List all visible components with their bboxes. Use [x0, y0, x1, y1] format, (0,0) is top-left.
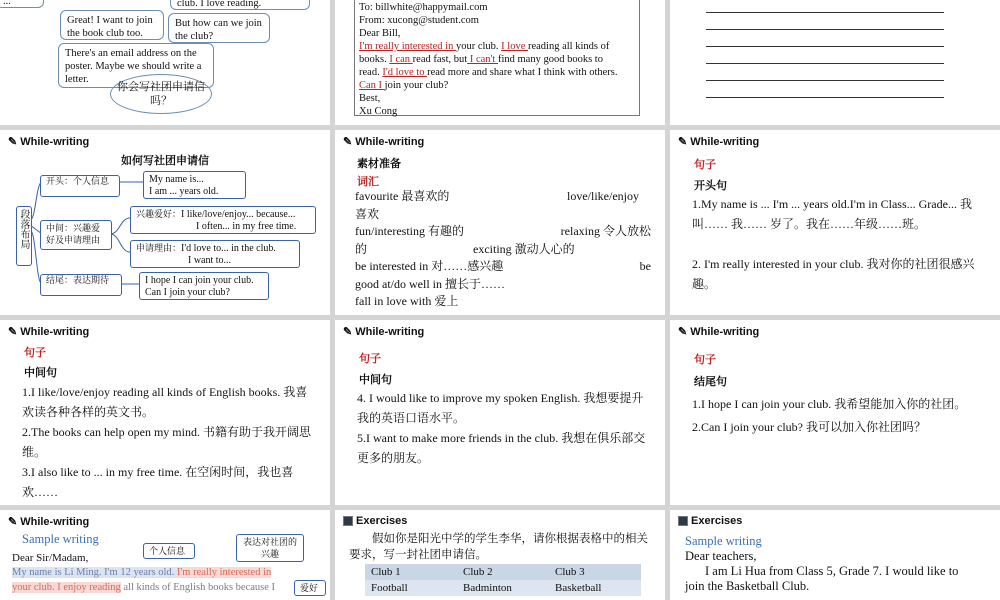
layout-side-label: 段落布局 [16, 206, 32, 266]
slide-exercise-task [335, 510, 665, 600]
middle-sentence-2: 2.The books can help open my mind. 书籍有助于我开阔思维。 [22, 425, 311, 459]
structure-title: 如何写社团申请信 [121, 154, 209, 167]
tag-interest: 表达对社团的兴趣 [236, 534, 304, 562]
vocab-item: exciting 激动人心的 [473, 241, 575, 256]
exercises-header: Exercises [678, 515, 742, 527]
section-header: ✎ While-writing [343, 325, 425, 338]
writing-line [706, 63, 944, 64]
pen-icon: ✎ [343, 136, 353, 148]
book-icon [678, 516, 688, 526]
middle-sentence-4: 4. I would like to improve my spoken English. 我想要提升我的英语口语水平。 [357, 391, 644, 425]
sentences-title: 句子 [359, 352, 381, 365]
sample-body: I am Li Hua from Class 5, Grade 7. I would like to join the Basketball Club. [685, 564, 959, 593]
exercises-header: Exercises [343, 515, 407, 527]
closing-sentences-title: 结尾句 [694, 375, 727, 388]
email-line-1: I'm really interested in your club. I love reading all kinds of [359, 41, 610, 52]
table-cell: Football [371, 582, 408, 594]
sample-greeting: Dear teachers, [685, 549, 757, 563]
writing-line [706, 29, 944, 30]
email-closing: Best, [359, 93, 381, 104]
vocab-item: good at/do well in 擅长于…… [355, 276, 505, 291]
section-header: ✎ While-writing [678, 325, 760, 338]
vocab-list [355, 188, 651, 311]
vocab-item: 的 [355, 241, 368, 256]
slide-blank-lines [670, 0, 1000, 125]
middle-sentence-1: 1.I like/love/enjoy reading all kinds of English books. 我喜欢读各种各样的英文书。 [22, 385, 308, 419]
pen-icon: ✎ [678, 326, 688, 338]
ending-examples: I hope I can join your club. Can I join your club? [139, 272, 269, 300]
slide-vocabulary [335, 130, 665, 315]
slide-middle-sentences-2 [335, 320, 665, 505]
section-header: ✎ While-writing [8, 325, 90, 338]
pen-icon: ✎ [343, 326, 353, 338]
hobby-examples: 兴趣爱好：I like/love/enjoy... because... I often... in my free time. [130, 206, 316, 234]
club-table [365, 564, 641, 596]
sample-greeting: Dear Sir/Madam, [12, 552, 89, 564]
writing-line [706, 12, 944, 13]
tag-hobby: 爱好 [294, 580, 326, 596]
materials-title: 素材准备 [357, 157, 401, 170]
sentences-title: 句子 [694, 158, 716, 171]
email-signature: Xu Cong [359, 106, 398, 117]
ending-label: 结尾：表达期待 [40, 274, 122, 296]
section-header: ✎ While-writing [8, 135, 90, 148]
email-box [354, 0, 640, 116]
speech-bubble-top-left: ... [0, 0, 44, 8]
slide-email [335, 0, 665, 125]
table-cell: Club 1 [371, 566, 401, 578]
email-greeting: Dear Bill, [359, 28, 401, 39]
book-icon [343, 516, 353, 526]
exercise-instructions: 假如你是阳光中学的学生李华，请你根据表格中的相关要求，写一封社团申请信。 [349, 531, 648, 561]
vocab-item: favourite 最喜欢的 [355, 189, 450, 203]
table-cell: Basketball [555, 582, 602, 594]
email-line-2: books. I can read fast, but I can't find many good books to [359, 54, 603, 65]
thought-bubble-chinese: 你会写社团申请信吗？ [110, 74, 212, 114]
table-row [365, 564, 641, 580]
closing-sentence-2: 2.Can I join your club? 我可以加入你社团吗？ [692, 420, 926, 434]
email-from: From: xucong@student.com [359, 15, 479, 26]
pen-icon: ✎ [678, 136, 688, 148]
table-cell: Club 3 [555, 566, 585, 578]
opening-sentence-2: 2. I'm really interested in your club. 我对你的社团很感兴趣。 [692, 257, 975, 291]
sentences-title: 句子 [24, 346, 46, 359]
vocab-title: 词汇 [357, 175, 379, 188]
middle-sentence-3: 3.I also like to ... in my free time. 在空闲时间，我也喜欢…… [22, 465, 294, 499]
sample-writing-title: Sample writing [22, 532, 99, 546]
tag-personal-info: 个人信息 [143, 543, 195, 559]
sample-line-2: your club. I enjoy reading all kinds of English books because I [12, 582, 276, 593]
opening-label: 开头：个人信息 [40, 175, 120, 197]
vocab-item: be [639, 259, 651, 273]
speech-bubble-email-address: There's an email address on the poster. Maybe we should write a letter. [58, 43, 214, 88]
section-header: ✎ While-writing [678, 135, 760, 148]
section-header: ✎ While-writing [343, 135, 425, 148]
opening-sentences-title: 开头句 [694, 179, 727, 192]
writing-line [706, 80, 944, 81]
reason-examples: 申请理由：I'd love to... in the club. I want to... [130, 240, 300, 268]
pen-icon: ✎ [8, 136, 18, 148]
speech-bubble-top-right: club. I love reading. [170, 0, 310, 10]
sample-writing-title: Sample writing [685, 534, 762, 548]
slide-closing-sentences [670, 320, 1000, 505]
opening-sentence-1: 1.My name is ... I'm ... years old.I'm in Class... Grade... 我叫…… 我…… 岁了。我在……年级……班。 [692, 197, 972, 231]
slide-exercise-sample [670, 510, 1000, 600]
vocab-item: relaxing 令人放松 [560, 224, 651, 238]
middle-sentences-title: 中间句 [359, 373, 392, 386]
vocab-item: love/like/enjoy [567, 189, 639, 203]
speech-bubble-how-join: But how can we join the club? [168, 13, 270, 43]
vocab-item: fun/interesting 有趣的 [355, 224, 464, 238]
writing-line [706, 97, 944, 98]
vocab-item: fall in love with 爱上 [355, 294, 459, 308]
speech-bubble-join-book-club: Great! I want to join the book club too. [60, 10, 164, 40]
middle-sentences-title: 中间句 [24, 366, 57, 379]
vocab-item: be interested in 对……感兴趣 [355, 259, 504, 273]
pen-icon: ✎ [8, 326, 18, 338]
email-line-4: Can I join your club? [359, 80, 449, 91]
vocab-item: 喜欢 [355, 206, 380, 221]
slide-sample-writing [0, 510, 330, 600]
slide-dialogue [0, 0, 330, 125]
slide-letter-structure [0, 130, 330, 315]
writing-line [706, 46, 944, 47]
slide-middle-sentences-1 [0, 320, 330, 505]
sample-line-1: My name is Li Ming. I'm 12 years old. I'm really interested in [12, 567, 272, 578]
table-cell: Club 2 [463, 566, 493, 578]
pen-icon: ✎ [8, 516, 18, 528]
closing-sentence-1: 1.I hope I can join your club. 我希望能加入你的社团。 [692, 397, 967, 411]
middle-sentence-5: 5.I want to make more friends in the club. 我想在俱乐部交更多的朋友。 [357, 431, 646, 465]
table-cell: Badminton [463, 582, 512, 594]
middle-label: 中间：兴趣爱好及申请理由 [40, 220, 112, 250]
table-row [365, 580, 641, 596]
opening-examples: My name is... I am ... years old. [143, 171, 246, 199]
sentences-title: 句子 [694, 353, 716, 366]
email-to: To: billwhite@happymail.com [359, 2, 488, 13]
email-line-3: read. I'd love to read more and share what I think with others. [359, 67, 618, 78]
slide-opening-sentences [670, 130, 1000, 315]
section-header: ✎ While-writing [8, 515, 90, 528]
